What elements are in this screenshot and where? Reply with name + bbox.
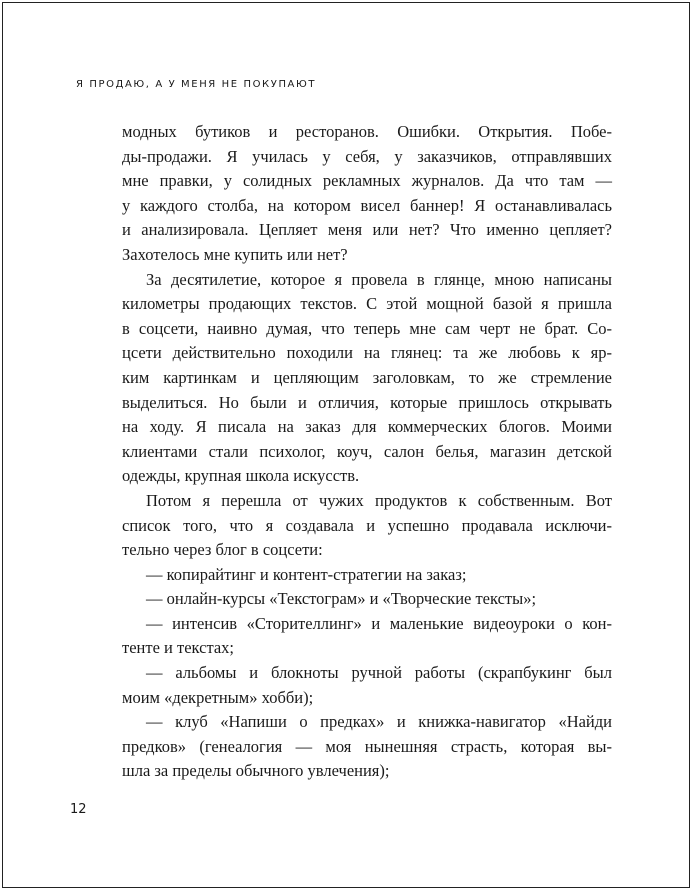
text-line: — копирайтинг и контент-стратегии на заказ; <box>146 564 467 584</box>
text-line: — клуб «Напиши о предках» и книжка-навигатор «Найди <box>146 712 612 732</box>
text-line: километры продающих текстов. С этой мощной базой я пришла <box>122 294 612 314</box>
text-line: — онлайн-курсы «Текстограм» и «Творческие тексты»; <box>146 589 537 609</box>
text-line: выделиться. Но были и отличия, которые пришлось открывать <box>122 392 612 412</box>
text-line: ды-продажи. Я училась у себя, у заказчиков, отправлявших <box>122 146 612 166</box>
text-line: в соцсети, наивно думая, что теперь мне сам черт не брат. Со- <box>122 318 612 338</box>
text-line: на ходу. Я писала на заказ для коммерческих блогов. Моими <box>122 417 612 437</box>
text-line: Потом я перешла от чужих продуктов к собственным. Вот <box>146 490 612 510</box>
text-line: клиентами стали психолог, коуч, салон белья, магазин детской <box>122 441 612 461</box>
page-number: 12 <box>70 802 87 817</box>
text-line: модных бутиков и ресторанов. Ошибки. Открытия. Побе- <box>122 122 612 141</box>
text-line: Захотелось мне купить или нет? <box>122 244 348 264</box>
text-line: — интенсив «Сторителлинг» и маленькие видеоуроки о кон- <box>146 613 612 633</box>
text-line: За десятилетие, которое я провела в глянце, мною написаны <box>146 269 612 289</box>
body-text <box>122 120 612 784</box>
text-line: и анализировала. Цепляет меня или нет? Что именно цепляет? <box>122 220 612 240</box>
text-line: у каждого столба, на котором висел баннер! Я останавливалась <box>122 195 612 215</box>
text-line: предков» (генеалогия — моя нынешняя страсть, которая вы- <box>122 736 612 756</box>
text-line: ким картинкам и цепляющим заголовкам, то же стремление <box>122 367 612 387</box>
text-line: список того, что я создавала и успешно продавала исключи- <box>122 515 612 535</box>
text-line: моим «декретным» хобби); <box>122 687 314 707</box>
text-line: мне правки, у солидных рекламных журналов. Да что там — <box>122 171 612 191</box>
text-line: одежды, крупная школа искусств. <box>122 466 360 486</box>
text-line: цсети действительно походили на глянец: та же любовь к яр- <box>122 343 612 363</box>
text-line: шла за пределы обычного увлечения); <box>122 761 390 781</box>
text-line: тенте и текстах; <box>122 638 235 658</box>
text-line: тельно через блог в соцсети: <box>122 540 323 560</box>
running-head: Я ПРОДАЮ, А У МЕНЯ НЕ ПОКУПАЮТ <box>76 79 317 90</box>
text-line: — альбомы и блокноты ручной работы (скрапбукинг был <box>146 663 612 683</box>
